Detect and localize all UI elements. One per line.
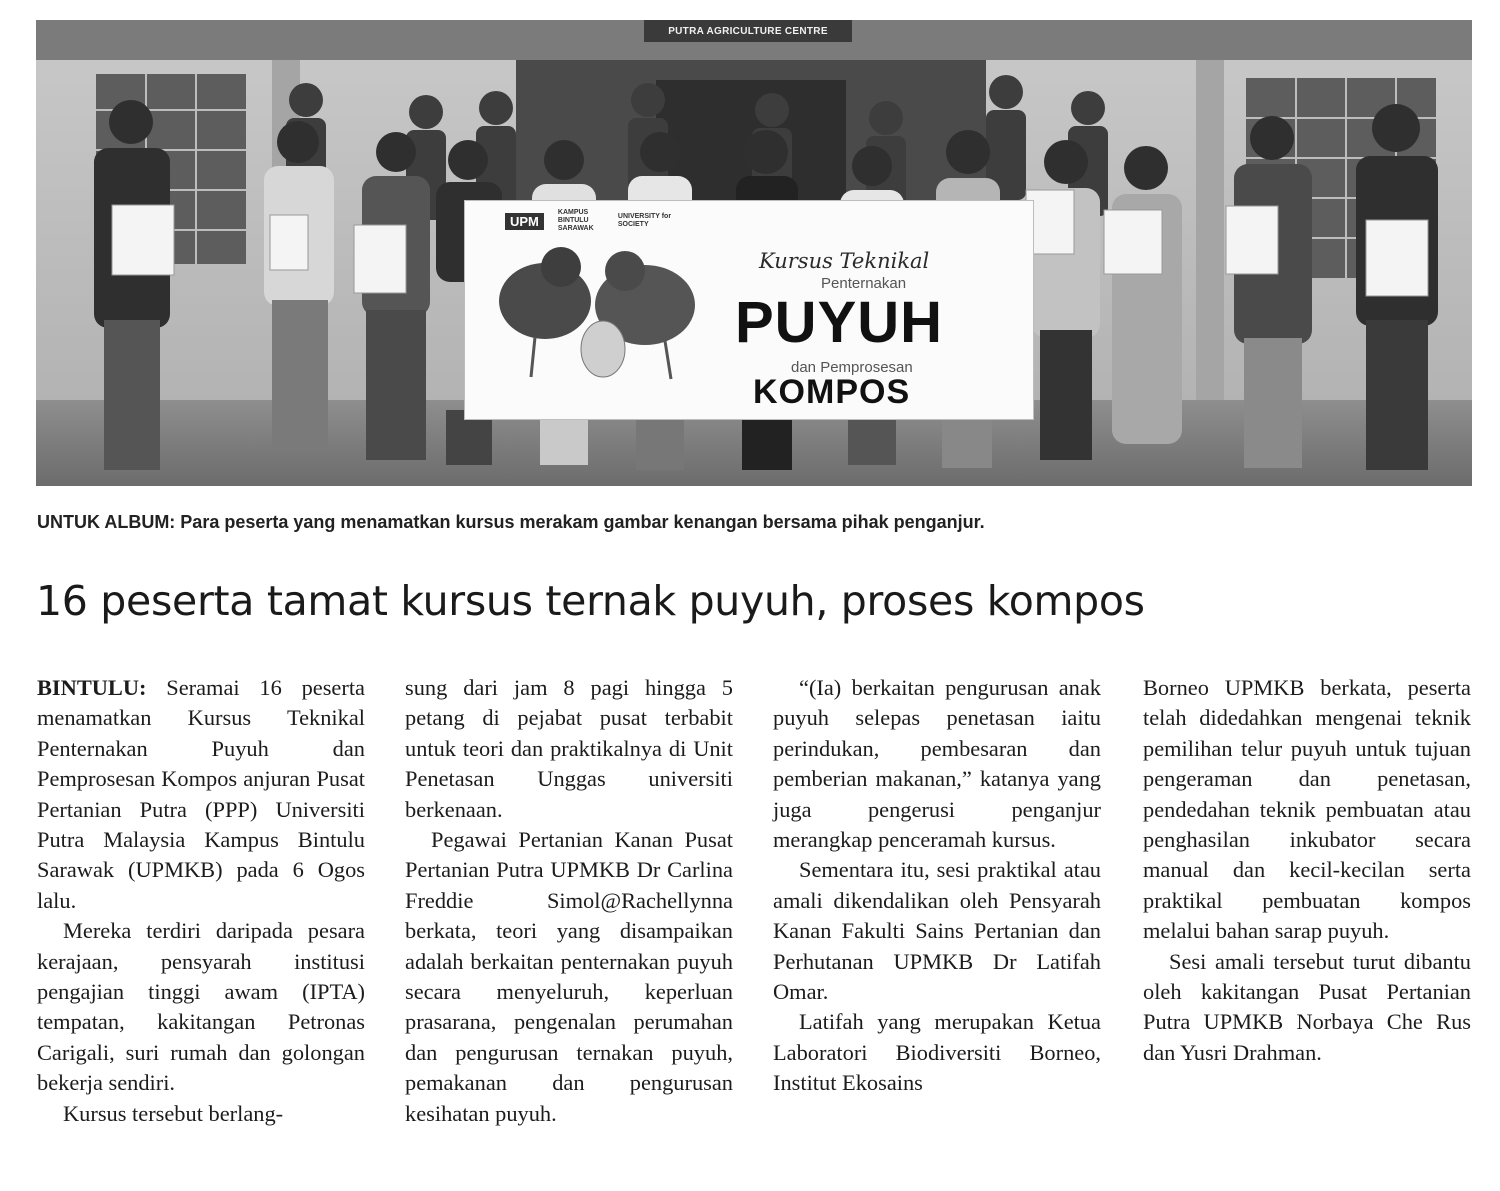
banner-puyuh: PUYUH [735, 290, 944, 355]
dateline: BINTULU: [37, 675, 147, 700]
banner-script-title: Kursus Teknikal [759, 249, 930, 273]
building-sign: PUTRA AGRICULTURE CENTRE [668, 26, 828, 37]
article-paragraph: “(Ia) berkaitan pengurusan anak puyuh selepas penetasan iaitu perindukan, pembesaran dan pemberian makanan,” katanya yang juga pengerusi penganjur merangkap penceramah kursus. [773, 675, 1101, 853]
partner-label: UNIVERSITY for SOCIETY [617, 213, 672, 228]
article-column-1 [37, 673, 365, 1129]
banner-kompos: KOMPOS [753, 373, 911, 411]
article-column-2 [405, 673, 733, 1129]
article-paragraph: sung dari jam 8 pagi hingga 5 petang di pejabat pusat terbabit untuk teori dan praktikalnya di Unit Penetasan Unggas universiti berkenaan. [405, 675, 733, 822]
article-paragraph: Mereka terdiri daripada pesara kerajaan, pensyarah institusi pengajian tinggi awam (IPTA) tempatan, kakitangan Petronas Carigali, suri rumah dan golongan bekerja sendiri. [37, 918, 365, 1096]
upm-logo: UPM [505, 213, 544, 230]
article-headline: 16 peserta tamat kursus ternak puyuh, proses kompos [36, 577, 1145, 625]
article-column-3 [773, 673, 1101, 1099]
banner-line1: Penternakan [821, 275, 907, 292]
article-paragraph [37, 673, 365, 916]
article-column-4 [1143, 673, 1471, 1068]
course-banner [464, 200, 1034, 420]
banner-line2: dan Pemprosesan [791, 359, 913, 376]
photo-caption: UNTUK ALBUM: Para peserta yang menamatkan kursus merakam gambar kenangan bersama pihak penganjur. [37, 512, 985, 532]
campus-label: KAMPUS BINTULU SARAWAK [557, 209, 594, 232]
group-photo [36, 20, 1472, 486]
article-paragraph: Sementara itu, sesi praktikal atau amali dikendalikan oleh Pensyarah Kanan Fakulti Sains Pertanian dan Perhutanan UPMKB Dr Latifah Omar. [773, 857, 1101, 1005]
article-paragraph: Borneo UPMKB berkata, peserta telah didedahkan mengenai teknik pemilihan telur puyuh untuk tujuan pengeraman dan penetasan, pendedahan teknik pembuatan atau penghasilan inkubator secara manual dan kecil-kecilan serta praktikal pembuatan kompos melalui bahan sarap puyuh. [1143, 675, 1471, 944]
paragraph-text: Seramai 16 peserta menamatkan Kursus Teknikal Penternakan Puyuh dan Pemprosesan Kompos anjuran Pusat Pertanian Putra (PPP) Universiti Putra Malaysia Kampus Bintulu Sarawak (UPMKB) pada 6 Ogos lalu. [37, 675, 365, 913]
banner-logos [505, 209, 688, 233]
article-paragraph: Sesi amali tersebut turut dibantu oleh kakitangan Pusat Pertanian Putra UPMKB Norbaya Che Rus dan Yusri Drahman. [1143, 948, 1471, 1065]
article-paragraph: Pegawai Pertanian Kanan Pusat Pertanian Putra UPMKB Dr Carlina Freddie Simol@Rachellynna berkata, teori yang disampaikan adalah berkaitan penternakan puyuh secara menyeluruh, keperluan prasarana, pengenalan perumahan dan pengurusan ternakan puyuh, pemakanan dan pengurusan kesihatan puyuh. [405, 827, 733, 1126]
article-paragraph: Kursus tersebut berlang- [63, 1100, 284, 1126]
article-paragraph: Latifah yang merupakan Ketua Laboratori Biodiversiti Borneo, Institut Ekosains [773, 1009, 1101, 1096]
